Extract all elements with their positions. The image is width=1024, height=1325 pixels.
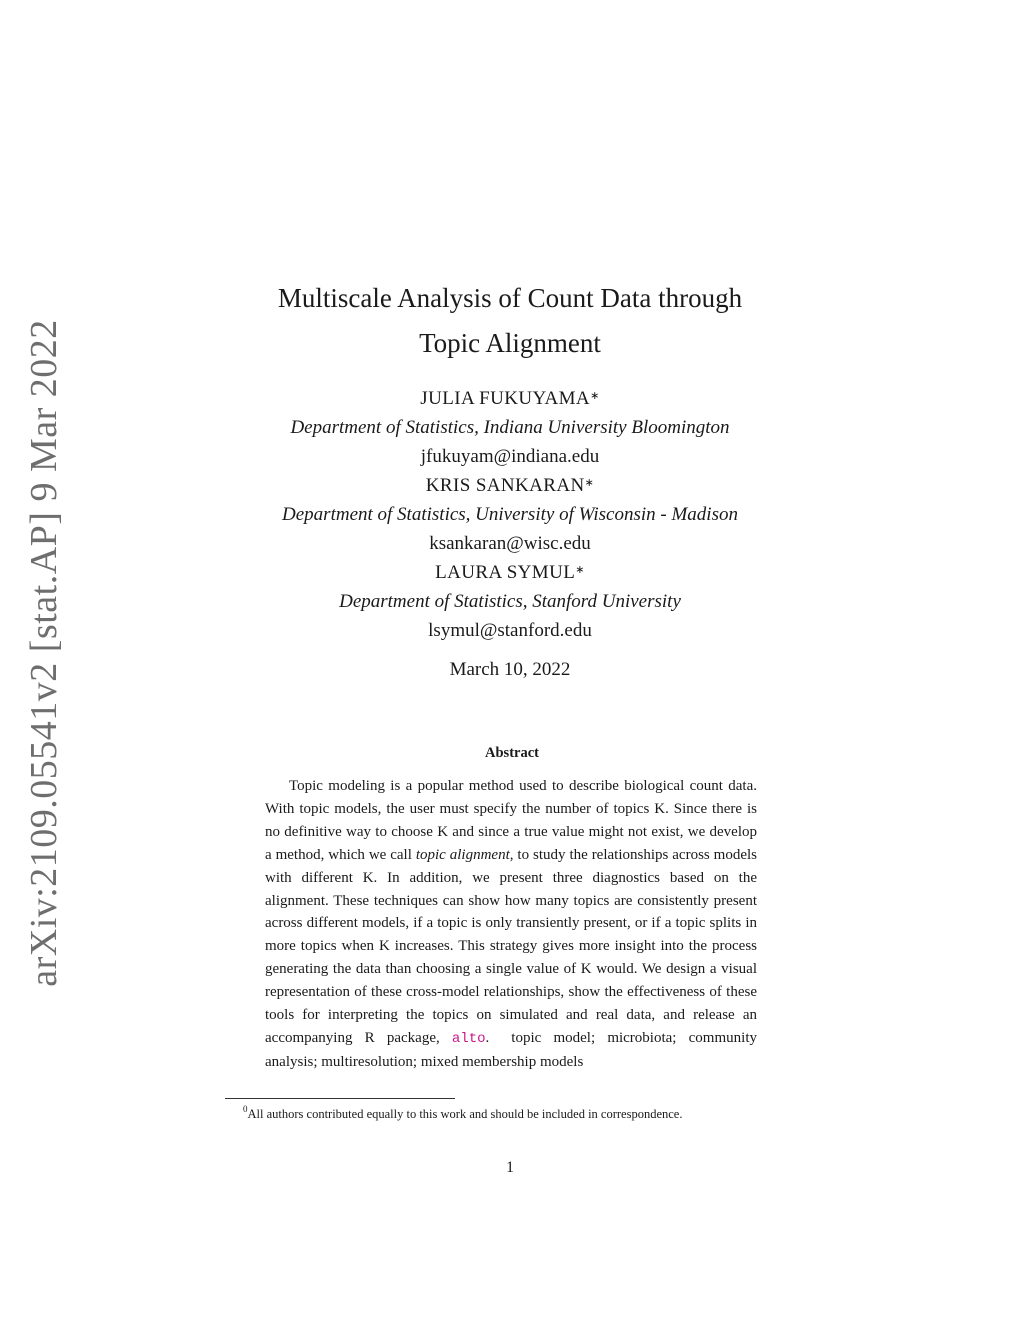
author-affiliation: Department of Statistics, Stanford University — [339, 591, 681, 612]
paper-title — [160, 276, 860, 366]
abstract-body — [265, 775, 757, 1074]
abstract-text-1: Topic modeling is a popular method used to describe biological count data. With topic models, the user must specify the number of topics K. Since there is no definitive way to choose K and since a true value might not exist, we develop a method, which we call — [265, 778, 757, 863]
publication-date: March 10, 2022 — [449, 659, 571, 680]
package-name: alto — [451, 1030, 486, 1047]
author-affiliation: Department of Statistics, University of Wisconsin - Madison — [282, 504, 738, 525]
abstract-text-3: . — [485, 1029, 490, 1046]
footnote-mark: 0 — [243, 1104, 248, 1114]
author-email: lsymul@stanford.edu — [428, 620, 592, 641]
author-name: JULIA FUKUYAMA∗ — [420, 388, 600, 409]
footnote-text: All authors contributed equally to this work and should be included in correspondence. — [247, 1107, 683, 1122]
author-email: jfukuyam@indiana.edu — [420, 446, 600, 467]
keywords: topic model; microbiota; community analysis; multiresolution; mixed membership models — [265, 1029, 757, 1070]
abstract-emphasis: topic alignment — [415, 846, 510, 863]
paper-title-line2: Topic Alignment — [419, 328, 601, 358]
author-2 — [160, 471, 860, 558]
arxiv-stamp-text: arXiv:2109.05541v2 [stat.AP] 9 Mar 2022 — [23, 319, 66, 987]
author-name: LAURA SYMUL∗ — [435, 562, 585, 583]
paper-title-line1: Multiscale Analysis of Count Data through — [277, 283, 743, 313]
abstract-heading: Abstract — [485, 745, 539, 761]
arxiv-stamp — [14, 319, 74, 987]
footnote-rule — [225, 1098, 455, 1099]
author-email: ksankaran@wisc.edu — [429, 533, 591, 554]
author-1 — [160, 384, 860, 471]
author-3 — [160, 558, 860, 645]
author-name: KRIS SANKARAN∗ — [425, 475, 595, 496]
page-number: 1 — [506, 1159, 514, 1176]
author-affiliation: Department of Statistics, Indiana University Bloomington — [290, 417, 730, 438]
author-block — [160, 384, 860, 645]
abstract-text-2: , to study the relationships across models with different K. In addition, we present three diagnostics based on the alignment. These techniques can show how many topics are consistently present across different models, if a topic is only transiently present, or if a topic splits in more topics when K increases. This strategy gives more insight into the process generating the data than choosing a single value of K would. We design a visual representation of these cross-model relationships, show the effectiveness of these tools for interpreting the topics on simulated and real data, and release an accompanying R package, — [265, 846, 758, 1046]
footnote — [243, 1101, 823, 1123]
